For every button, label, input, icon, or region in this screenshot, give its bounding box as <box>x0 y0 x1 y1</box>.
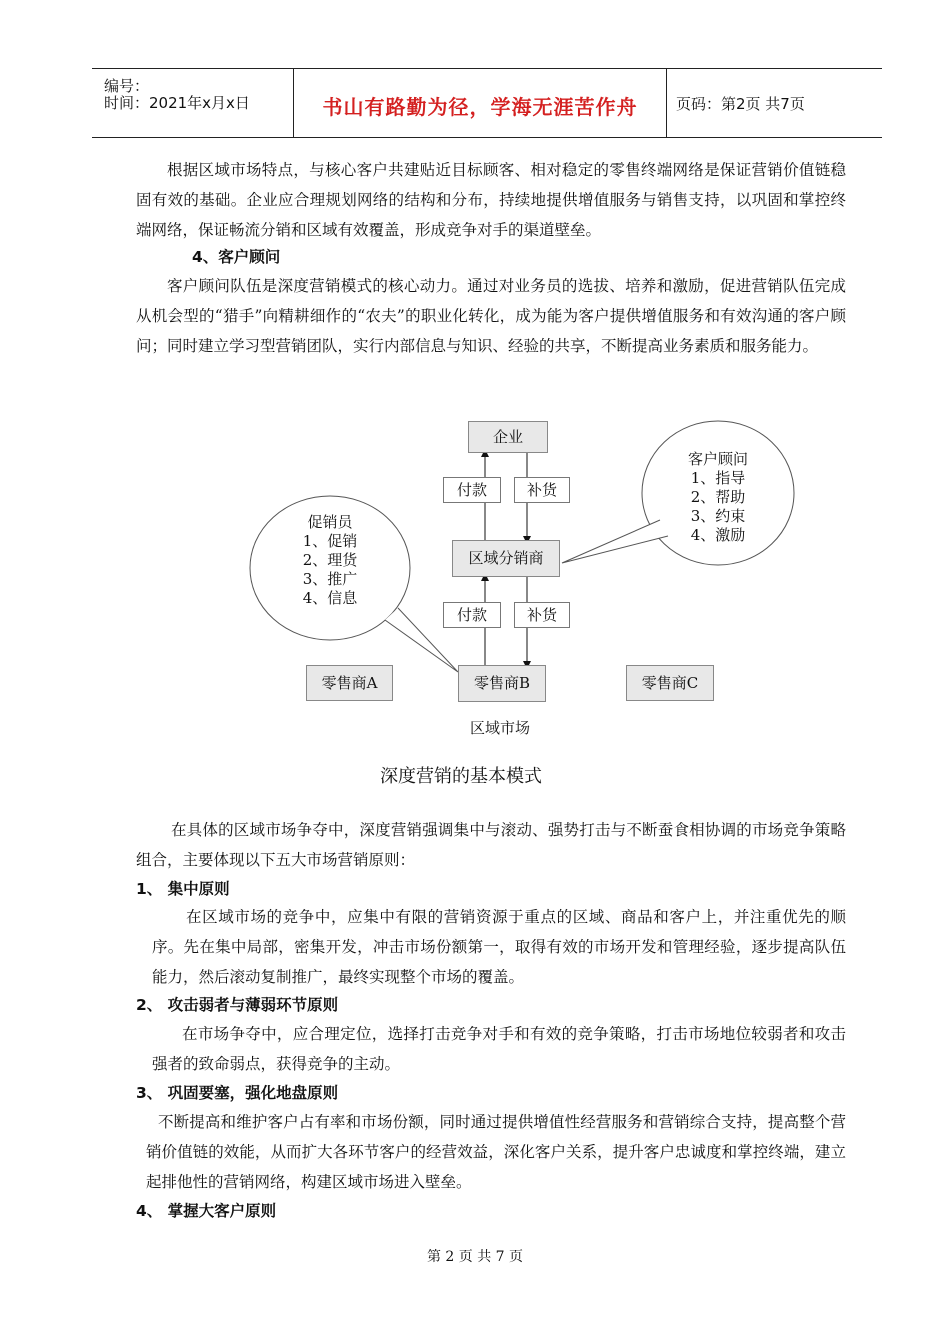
advisor-bubble-pointer <box>562 520 668 563</box>
heading-customer-advisor: 4、客户顾问 <box>192 248 281 266</box>
advisor-item: 4、激励 <box>690 526 746 544</box>
heading-consolidate: 3、 巩固要塞，强化地盘原则 <box>136 1084 339 1102</box>
page-footer: 第 2 页 共 7 页 <box>426 1249 524 1265</box>
heading-attack-weak: 2、 攻击弱者与薄弱环节原则 <box>136 996 339 1014</box>
diagram-title: 深度营销的基本模式 <box>380 766 542 787</box>
promoter-title: 促销员 <box>307 513 353 531</box>
advisor-text <box>668 450 768 545</box>
promoter-item: 3、推广 <box>302 570 358 588</box>
paragraph-network: 根据区域市场特点，与核心客户共建贴近目标顾客、相对稳定的零售终端网络是保证营销价值链稳固有效的基础。企业应合理规划网络的结构和分布，持续地提供增值服务与销售支持，以巩固和掌控终端网络，保证畅流分销和区域有效覆盖，形成竞争对手的渠道壁垒。 <box>136 161 846 239</box>
promoter-item: 4、信息 <box>302 589 358 607</box>
heading-key-accounts: 4、 掌握大客户原则 <box>136 1202 277 1220</box>
promoter-item: 1、促销 <box>302 532 358 550</box>
advisor-title: 客户顾问 <box>687 450 748 468</box>
retailer-c-box: 零售商C <box>626 665 714 701</box>
document-time-label: 时间：2021年x月x日 <box>104 94 250 112</box>
header-page-label: 页码：第2页 共7页 <box>676 95 805 113</box>
restock-label-bottom: 补货 <box>514 602 570 628</box>
advisor-item: 2、帮助 <box>690 488 746 506</box>
document-number-label: 编号： <box>104 77 150 95</box>
paragraph-concentration: 在区域市场的竞争中，应集中有限的营销资源于重点的区域、商品和客户上，并注重优先的顺序。先在集中局部，密集开发，冲击市场份额第一，取得有效的市场开发和管理经验，逐步提高队伍能力，然后滚动复制推广，最终实现整个市场的覆盖。 <box>152 908 846 986</box>
advisor-item: 1、指导 <box>690 469 746 487</box>
paragraph-advisor: 客户顾问队伍是深度营销模式的核心动力。通过对业务员的选拔、培养和激励，促进营销队伍完成从机会型的“猎手”向精耕细作的“农夫”的职业化转化，成为能为客户提供增值服务和有效沟通的客户顾问；同时建立学习型营销团队，实行内部信息与知识、经验的共享，不断提高业务素质和服务能力。 <box>136 277 846 355</box>
restock-label-top: 补货 <box>514 477 570 503</box>
promoter-text <box>280 513 380 608</box>
payment-label-bottom: 付款 <box>443 602 501 628</box>
paragraph-consolidate: 不断提高和维护客户占有率和市场份额，同时通过提供增值性经营服务和营销综合支持，提高整个营销价值链的效能，从而扩大各环节客户的经营效益，深化客户关系，提升客户忠诚度和掌控终端，建立起排他性的营销网络，构建区域市场进入壁垒。 <box>146 1113 846 1191</box>
payment-label-top: 付款 <box>443 477 501 503</box>
retailer-b-box: 零售商B <box>458 665 546 702</box>
distributor-box: 区域分销商 <box>452 540 560 577</box>
retailer-a-box: 零售商A <box>306 665 393 701</box>
advisor-item: 3、约束 <box>690 507 746 525</box>
paragraph-attack-weak: 在市场争夺中，应合理定位，选择打击竞争对手和有效的竞争策略，打击市场地位较弱者和攻击强者的致命弱点，获得竞争的主动。 <box>152 1025 846 1073</box>
enterprise-box: 企业 <box>468 421 548 453</box>
heading-concentration: 1、 集中原则 <box>136 880 230 898</box>
region-market-label: 区域市场 <box>470 719 531 737</box>
paragraph-principles-intro: 在具体的区域市场争夺中，深度营销强调集中与滚动、强势打击与不断蚕食相协调的市场竞争策略组合，主要体现以下五大市场营销原则： <box>136 821 846 869</box>
promoter-item: 2、理货 <box>302 551 358 569</box>
header-motto: 书山有路勤为径，学海无涯苦作舟 <box>322 95 638 119</box>
